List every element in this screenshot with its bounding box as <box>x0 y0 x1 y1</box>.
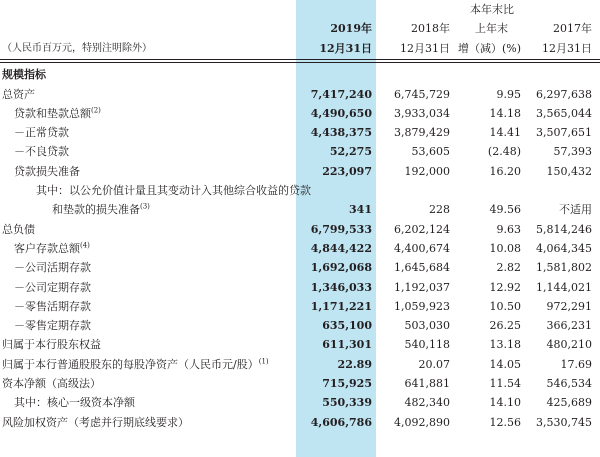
value-change-pct: 11.54 <box>489 377 521 391</box>
table-row <box>0 297 600 316</box>
value-2019: 223,097 <box>322 164 372 178</box>
row-label <box>14 319 91 332</box>
row-label <box>14 396 135 409</box>
header-2019-date: 12月31日 <box>319 42 372 55</box>
value-2018: 3,879,429 <box>394 126 450 140</box>
table-row <box>0 277 600 296</box>
value-2017: 366,231 <box>546 319 592 333</box>
value-2018: 641,881 <box>404 377 450 391</box>
value-change-pct: 14.41 <box>489 126 521 140</box>
value-2017: 972,291 <box>546 299 592 313</box>
value-2017: 3,565,044 <box>536 106 592 120</box>
table-row <box>0 239 600 258</box>
section-heading <box>2 68 46 81</box>
value-2017: 150,432 <box>546 164 592 178</box>
row-label <box>14 145 69 158</box>
header-change-line2: 上年末 <box>475 22 508 35</box>
value-2019: 4,490,650 <box>310 106 372 120</box>
row-label-text: 规模指标 <box>2 68 46 82</box>
row-label-text: 风险加权资产（考虑并行期底线要求） <box>2 415 189 429</box>
table-row <box>0 142 600 161</box>
row-label <box>2 88 35 101</box>
row-label-text: 总资产 <box>2 87 35 101</box>
table-row <box>0 354 600 373</box>
value-change-pct: 12.92 <box>489 280 521 294</box>
row-label <box>2 338 101 351</box>
value-change-pct: 13.18 <box>489 338 521 352</box>
value-change-pct: 9.63 <box>496 222 521 236</box>
value-2018: 53,605 <box>411 145 450 159</box>
value-change-pct: 49.56 <box>489 203 521 217</box>
value-change-pct: 16.20 <box>489 164 521 178</box>
value-change-pct: 14.05 <box>489 357 521 371</box>
value-2017: 425,689 <box>546 396 592 410</box>
value-2018: 6,745,729 <box>394 87 450 101</box>
table-row <box>0 161 600 180</box>
row-label <box>2 416 189 429</box>
row-label-text: 其中：核心一级资本净额 <box>14 396 135 410</box>
value-2019: 6,799,533 <box>310 222 372 236</box>
header-change-line1: 本年末比 <box>470 3 514 16</box>
table-row <box>0 181 600 220</box>
row-label <box>14 261 91 274</box>
value-2018: 482,340 <box>404 396 450 410</box>
value-2017: 480,210 <box>546 338 592 352</box>
row-label <box>2 358 269 371</box>
value-2017: 546,534 <box>546 377 592 391</box>
value-2018: 1,059,923 <box>394 299 450 313</box>
row-label-text: －零售定期存款 <box>14 319 91 333</box>
indicator-table <box>0 65 600 432</box>
row-label <box>14 300 91 313</box>
value-2017: 不适用 <box>559 203 592 217</box>
table-row <box>0 65 600 84</box>
footnote-marker: (2) <box>91 106 101 115</box>
value-2017: 6,297,638 <box>536 87 592 101</box>
value-2019: 611,301 <box>322 338 372 352</box>
header-2018-date: 12月31日 <box>400 42 450 55</box>
row-label <box>14 107 101 120</box>
table-row <box>0 374 600 393</box>
value-2019: 4,844,422 <box>310 241 372 255</box>
row-label-text: －公司活期存款 <box>14 261 91 275</box>
footnote-marker: (4) <box>80 241 90 250</box>
value-2018: 1,192,037 <box>394 280 450 294</box>
value-change-pct: (2.48) <box>487 145 521 159</box>
row-label-text: 和垫款的损失准备 <box>52 203 140 217</box>
value-change-pct: 14.10 <box>489 396 521 410</box>
value-2018: 192,000 <box>404 164 450 178</box>
row-label-text: 客户存款总额 <box>14 241 80 255</box>
value-2018: 4,400,674 <box>394 241 450 255</box>
value-2017: 57,393 <box>553 145 592 159</box>
value-2019: 1,171,221 <box>310 299 372 313</box>
value-change-pct: 10.50 <box>489 299 521 313</box>
header-change-line3: 增（减）(%) <box>458 42 522 55</box>
row-label-text: 归属于本行普通股股东的每股净资产（人民币元/股） <box>2 357 259 371</box>
table-row <box>0 104 600 123</box>
value-2018: 503,030 <box>404 319 450 333</box>
row-label-continued <box>52 203 150 216</box>
value-2017: 17.69 <box>560 357 592 371</box>
value-2019: 52,275 <box>329 145 372 159</box>
value-2019: 4,606,786 <box>310 415 372 429</box>
table-row <box>0 84 600 103</box>
table-row <box>0 219 600 238</box>
value-2019: 7,417,240 <box>310 87 372 101</box>
value-change-pct: 26.25 <box>489 319 521 333</box>
row-label-text: 资本净额（高级法） <box>2 377 101 391</box>
header-2018-year: 2018年 <box>411 22 450 35</box>
row-label <box>2 377 101 390</box>
value-2018: 1,645,684 <box>394 261 450 275</box>
row-label-text: 贷款损失准备 <box>14 164 80 178</box>
value-2019: 1,346,033 <box>310 280 372 294</box>
footnote-marker: (1) <box>258 357 269 366</box>
row-label <box>14 165 80 178</box>
header-2019-year: 2019年 <box>330 22 372 35</box>
row-label-text: 归属于本行股东权益 <box>2 338 101 352</box>
value-2018: 20.07 <box>418 357 450 371</box>
value-2017: 5,814,246 <box>536 222 592 236</box>
value-change-pct: 14.18 <box>489 106 521 120</box>
row-label <box>2 223 35 236</box>
row-label: 其中：以公允价值计量且其变动计入其他综合收益的贷款 <box>36 183 311 197</box>
value-2019: 4,438,375 <box>310 126 372 140</box>
header-2017-year: 2017年 <box>553 22 592 35</box>
value-change-pct: 12.56 <box>489 415 521 429</box>
header-rule <box>0 59 600 60</box>
value-2019: 550,339 <box>322 396 372 410</box>
value-2018: 4,092,890 <box>394 415 450 429</box>
row-label-text: －不良贷款 <box>14 145 69 159</box>
value-2018: 540,118 <box>404 338 450 352</box>
row-label-text: －零售活期存款 <box>14 299 91 313</box>
table-row <box>0 393 600 412</box>
value-2018: 6,202,124 <box>394 222 450 236</box>
header-rule-bottom <box>0 62 600 63</box>
table-row <box>0 412 600 431</box>
value-change-pct: 2.82 <box>496 261 521 275</box>
value-2018: 3,933,034 <box>394 106 450 120</box>
value-2017: 1,581,802 <box>536 261 592 275</box>
row-label-text: 贷款和垫款总额 <box>14 106 91 120</box>
row-label-text: 总负债 <box>2 222 35 236</box>
row-label <box>14 126 69 139</box>
header-2017-date: 12月31日 <box>542 42 592 55</box>
value-2017: 3,530,745 <box>536 415 592 429</box>
value-change-pct: 10.08 <box>489 241 521 255</box>
value-2019: 635,100 <box>322 319 372 333</box>
value-2019: 1,692,068 <box>310 261 372 275</box>
value-2019: 341 <box>349 203 372 217</box>
footnote-marker: (3) <box>140 202 150 211</box>
row-label <box>14 281 91 294</box>
value-2019: 22.89 <box>337 357 372 371</box>
value-change-pct: 9.95 <box>496 87 521 101</box>
header-unit-note: （人民币百万元，特别注明除外） <box>2 43 152 54</box>
table-row <box>0 335 600 354</box>
row-label <box>14 242 90 255</box>
value-2017: 1,144,021 <box>536 280 592 294</box>
table-row <box>0 258 600 277</box>
row-label-text: －正常贷款 <box>14 126 69 140</box>
value-2019: 715,925 <box>322 377 372 391</box>
value-2017: 4,064,345 <box>536 241 592 255</box>
row-label-text: －公司定期存款 <box>14 280 91 294</box>
value-2018: 228 <box>429 203 450 217</box>
value-2017: 3,507,651 <box>536 126 592 140</box>
table-row <box>0 316 600 335</box>
table-row <box>0 123 600 142</box>
